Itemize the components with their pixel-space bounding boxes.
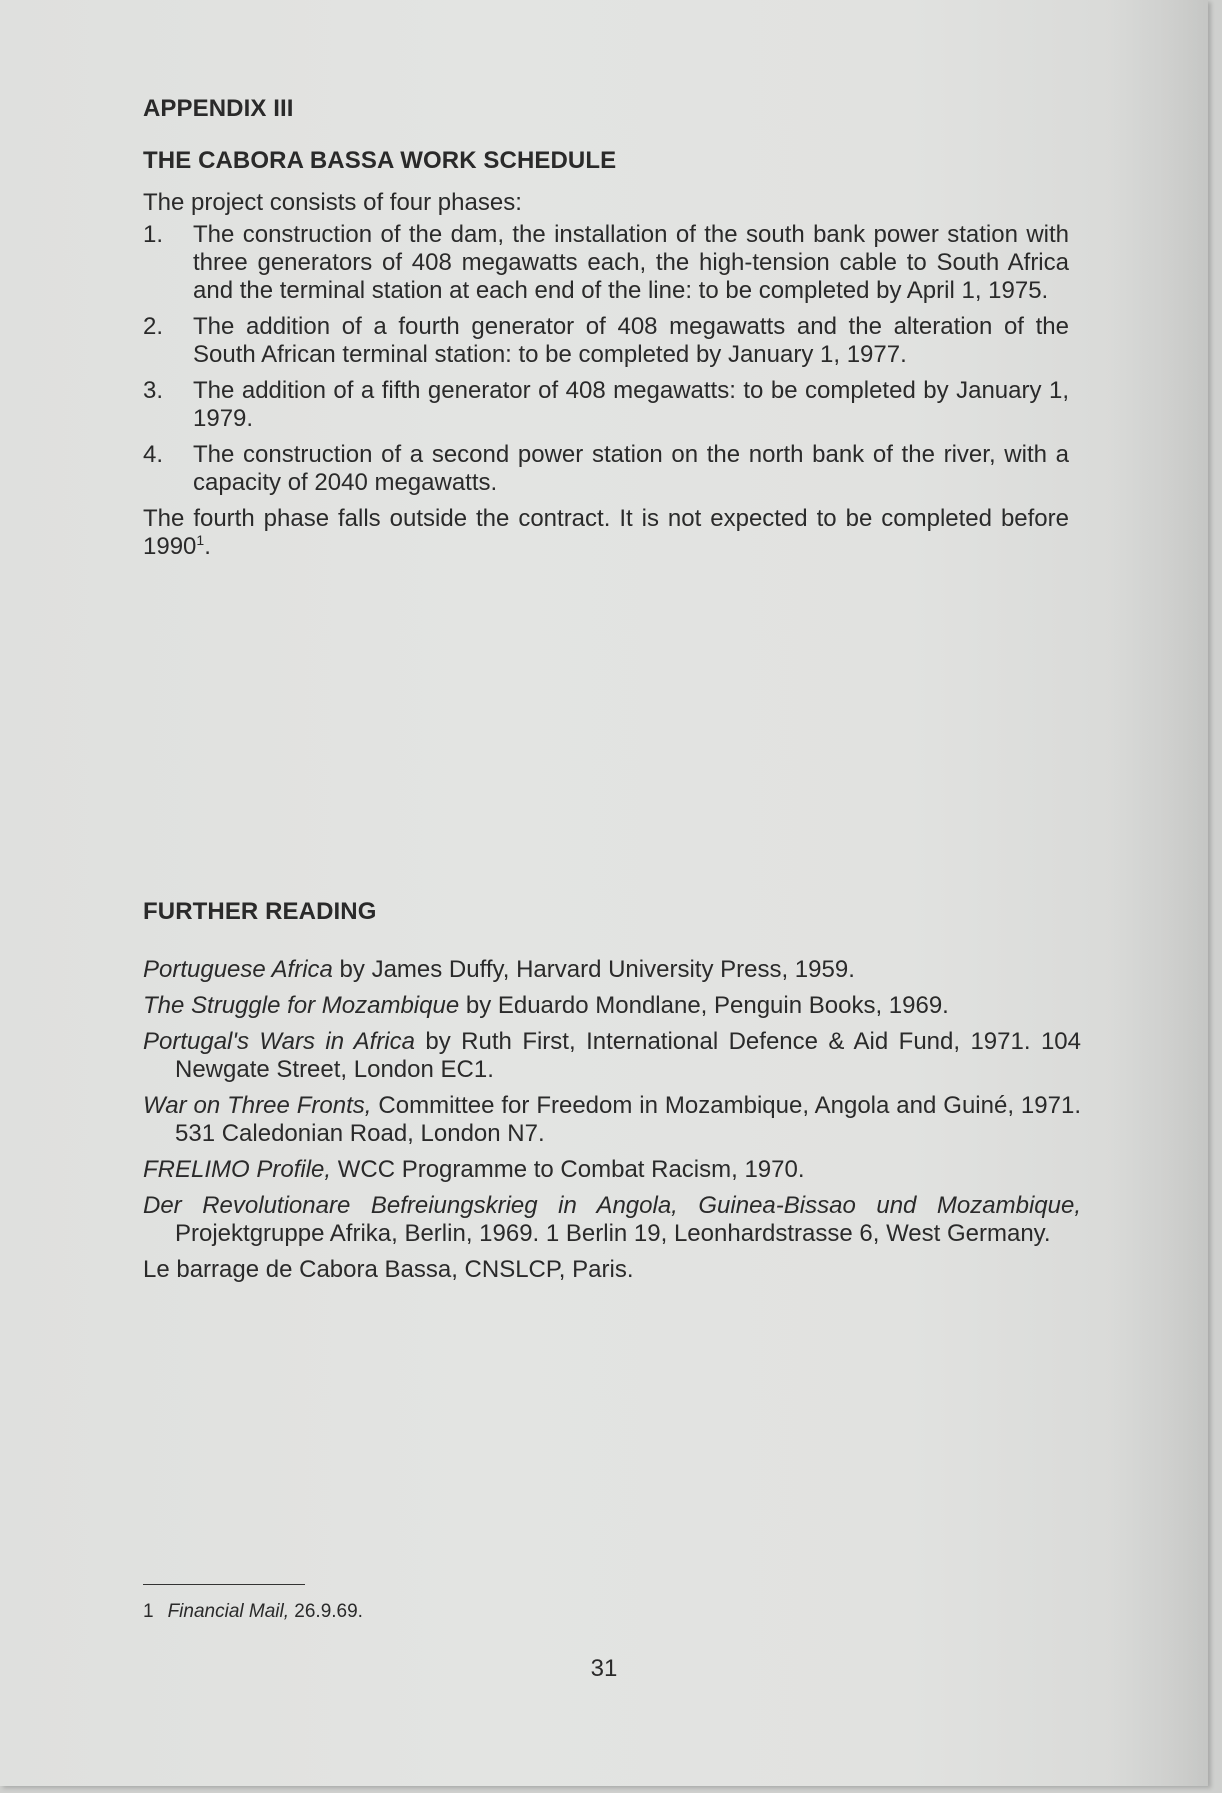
appendix-section bbox=[143, 95, 1069, 561]
appendix-heading: APPENDIX III bbox=[143, 95, 294, 122]
reference-item bbox=[143, 1092, 1081, 1148]
phase-number: 4. bbox=[143, 441, 164, 468]
schedule-intro: The project consists of four phases: bbox=[143, 189, 522, 216]
reference-item bbox=[143, 1156, 1081, 1184]
reference-item bbox=[143, 1028, 1081, 1084]
phase-number: 1. bbox=[143, 221, 164, 248]
phase-text: The addition of a fifth generator of 408 megawatts: to be completed by January 1, 1979. bbox=[193, 377, 1069, 432]
phase-item bbox=[143, 313, 1069, 369]
footnote bbox=[143, 1601, 363, 1623]
footnote-divider bbox=[143, 1584, 305, 1585]
phase-text: The construction of the dam, the installation of the south bank power station with three generators of 408 megawatts each, the high-tension cable to South Africa and the terminal station at each end of the line: to be completed by April 1, 1975. bbox=[193, 221, 1069, 304]
footnote-source: Financial Mail, bbox=[167, 1601, 290, 1622]
reference-title: FRELIMO Profile, bbox=[143, 1156, 332, 1183]
schedule-outro-text: The fourth phase falls outside the contract. It is not expected to be completed before 1990 bbox=[143, 505, 1069, 560]
reference-title: War on Three Fronts, bbox=[143, 1092, 372, 1119]
reference-list bbox=[143, 956, 1081, 1292]
reference-title: The Struggle for Mozambique bbox=[143, 992, 460, 1019]
reference-item bbox=[143, 992, 1081, 1020]
phase-item bbox=[143, 377, 1069, 433]
schedule-title: THE CABORA BASSA WORK SCHEDULE bbox=[143, 147, 617, 174]
phase-item bbox=[143, 441, 1069, 497]
reference-title: Portuguese Africa bbox=[143, 956, 333, 983]
reference-item bbox=[143, 1192, 1081, 1248]
schedule-outro-end: . bbox=[204, 533, 211, 560]
page-number: 31 bbox=[590, 1655, 618, 1682]
reference-title: Portugal's Wars in Africa bbox=[143, 1028, 415, 1055]
reference-details: WCC Programme to Combat Racism, 1970. bbox=[331, 1156, 805, 1183]
reference-details: by Ruth First, International Defence & Aid Fund, 1971. 104 Newgate Street, London EC1. bbox=[175, 1028, 1081, 1083]
page-edge-shadow bbox=[1108, 0, 1208, 1786]
reference-item bbox=[143, 956, 1081, 984]
further-reading-heading: FURTHER READING bbox=[143, 898, 377, 925]
reference-title: Der Revolutionare Befreiungskrieg in Angola, Guinea-Bissao und Mozambique, bbox=[143, 1192, 1081, 1219]
reference-details: Projektgruppe Afrika, Berlin, 1969. 1 Berlin 19, Leonhardstrasse 6, West Germany. bbox=[175, 1220, 1051, 1247]
footnote-reference: 1 bbox=[196, 532, 205, 548]
reference-details: Le barrage de Cabora Bassa, CNSLCP, Paris. bbox=[143, 1256, 634, 1283]
footnote-date: 26.9.69. bbox=[289, 1601, 363, 1622]
phase-text: The construction of a second power station on the north bank of the river, with a capacity of 2040 megawatts. bbox=[193, 441, 1069, 496]
reference-item bbox=[143, 1256, 1081, 1284]
phase-list bbox=[143, 221, 1069, 497]
phase-text: The addition of a fourth generator of 408 megawatts and the alteration of the South African terminal station: to be completed by January 1, 1977. bbox=[193, 313, 1069, 368]
phase-number: 3. bbox=[143, 377, 164, 404]
reference-details: Committee for Freedom in Mozambique, Angola and Guiné, 1971. 531 Caledonian Road, London N7. bbox=[175, 1092, 1081, 1147]
reference-details: by Eduardo Mondlane, Penguin Books, 1969. bbox=[459, 992, 949, 1019]
footnote-number: 1 bbox=[143, 1601, 154, 1622]
phase-number: 2. bbox=[143, 313, 164, 340]
schedule-outro bbox=[143, 505, 1069, 561]
phase-item bbox=[143, 221, 1069, 305]
reference-details: by James Duffy, Harvard University Press, 1959. bbox=[332, 956, 855, 983]
